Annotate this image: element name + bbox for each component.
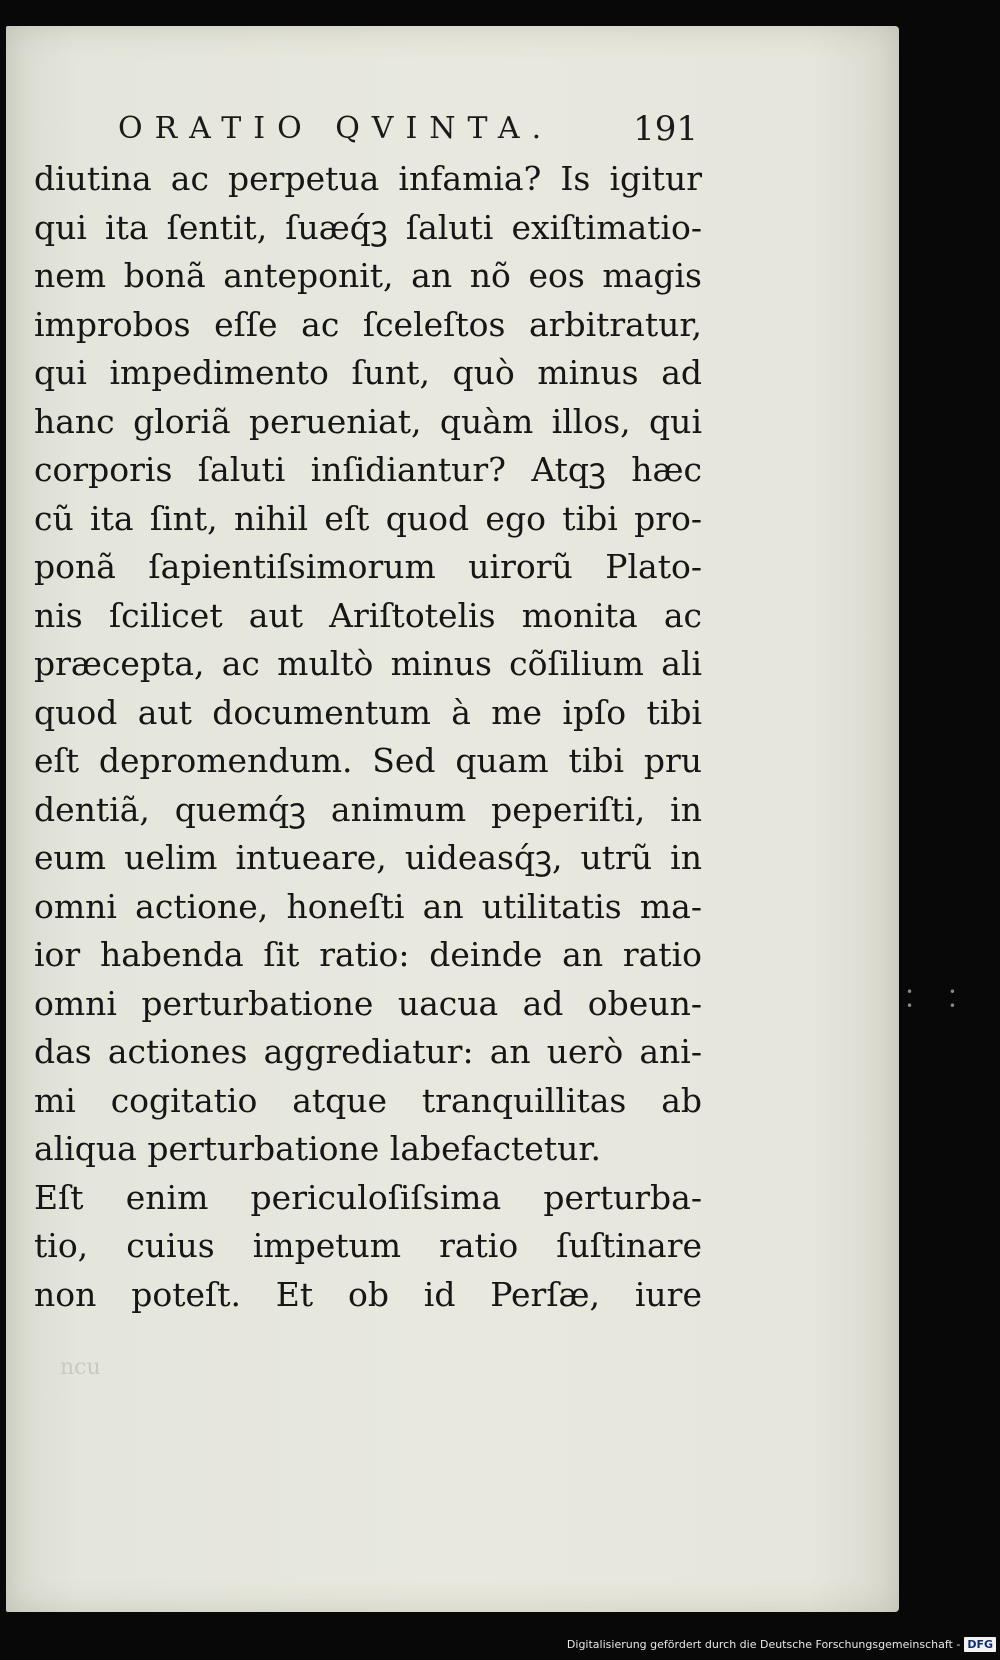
bleed-through-text: ncu	[60, 1355, 101, 1380]
text-line: Eſt enim periculoſiſsima perturba-	[34, 1177, 702, 1217]
body-text	[34, 155, 702, 1319]
text-line: ior habenda ſit ratio: deinde an ratio	[34, 935, 702, 974]
text-line: hanc gloriã perueniat, quàm illos, qui	[34, 401, 702, 441]
edge-marks: • • • •	[906, 985, 972, 1013]
text-line: non poteſt. Et ob id Perſæ, iure	[34, 1274, 702, 1314]
page-header	[118, 105, 698, 155]
dfg-logo: DFG	[964, 1637, 996, 1652]
running-title: ORATIO QVINTA.	[118, 111, 554, 146]
text-line: omni actione, honeſti an utilitatis ma-	[34, 886, 702, 926]
text-line: nem bonã anteponit, an nõ eos magis	[34, 256, 702, 295]
text-line: aliqua perturbatione labefactetur.	[34, 1129, 601, 1168]
page-number: 191	[633, 109, 698, 149]
text-line: eum uelim intueare, uideasq́ꝫ, utrũ in	[34, 838, 702, 877]
credit-text: Digitalisierung gefördert durch die Deutsche Forschungsgemeinschaft -	[566, 1637, 961, 1651]
text-line: eſt depromendum. Sed quam tibi pru	[34, 741, 702, 780]
text-line: præcepta, ac multò minus cõſilium ali	[34, 644, 702, 683]
text-line: diutina ac perpetua infamia? Is igitur	[34, 159, 702, 198]
text-line: mi cogitatio atque tranquillitas ab	[34, 1080, 702, 1120]
text-line: omni perturbatione uacua ad obeun-	[34, 983, 702, 1023]
text-line: tio, cuius impetum ratio ſuſtinare	[34, 1226, 702, 1265]
text-line: corporis ſaluti inſidiantur? Atqꝫ hæc	[34, 450, 702, 489]
digitization-credit	[567, 1634, 996, 1654]
text-line: improbos eſſe ac ſceleſtos arbitratur,	[34, 304, 702, 344]
text-line: das actiones aggrediatur: an uerò ani-	[34, 1032, 702, 1071]
text-line: dentiã, quemq́ꝫ animum peperiſti, in	[34, 789, 702, 829]
text-line: nis ſcilicet aut Ariſtotelis monita ac	[34, 595, 702, 635]
text-line: quod aut documentum à me ipſo tibi	[34, 692, 702, 732]
text-line: qui impedimento ſunt, quò minus ad	[34, 353, 702, 392]
text-line: qui ita ſentit, ſuæq́ꝫ ſaluti exiſtimatio-	[34, 207, 702, 247]
text-line: ponã ſapientiſsimorum uirorũ Plato-	[34, 547, 702, 586]
text-line: cũ ita ſint, nihil eſt quod ego tibi pro-	[34, 498, 702, 538]
